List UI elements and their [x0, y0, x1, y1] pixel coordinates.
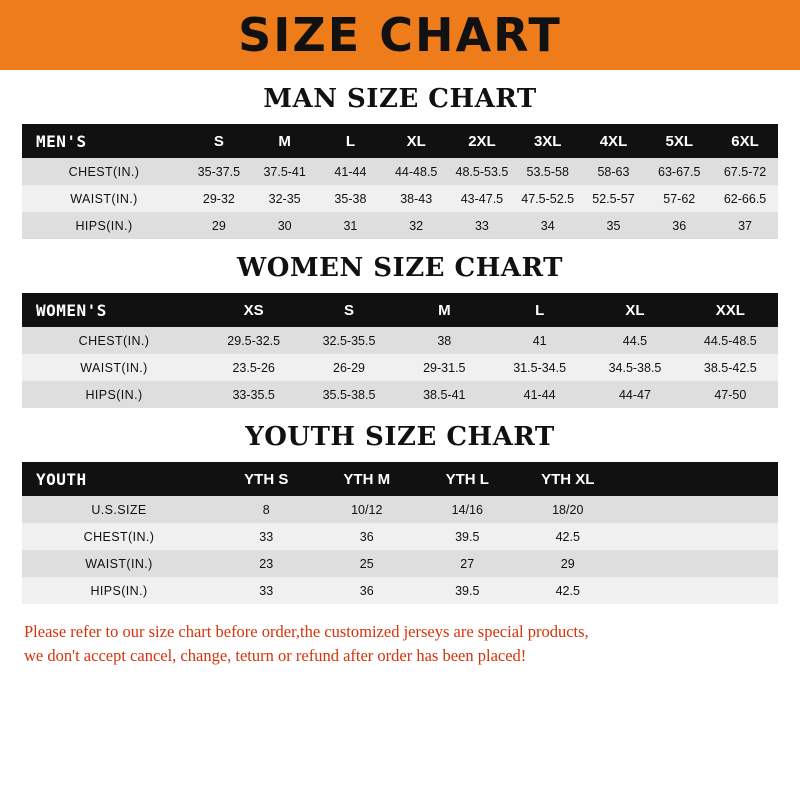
- youth-hips-spacer: [618, 577, 778, 604]
- table-row: [22, 550, 778, 577]
- men-waist-label: WAIST(IN.): [22, 185, 186, 212]
- youth-section-title: YOUTH SIZE CHART: [245, 422, 555, 452]
- youth-ussize-l: 14/16: [417, 496, 518, 523]
- men-header-row: [22, 124, 778, 158]
- women-hips-xxl: 47-50: [683, 381, 778, 408]
- men-hips-4xl: 35: [581, 212, 647, 239]
- men-waist-l: 35-38: [318, 185, 384, 212]
- men-waist-m: 32-35: [252, 185, 318, 212]
- men-col-6xl: 6XL: [712, 124, 778, 158]
- youth-waist-label: WAIST(IN.): [22, 550, 216, 577]
- men-size-section: [0, 84, 800, 239]
- women-waist-l: 31.5-34.5: [492, 354, 587, 381]
- youth-hips-s: 33: [216, 577, 317, 604]
- table-row: [22, 327, 778, 354]
- youth-chest-xl: 42.5: [518, 523, 619, 550]
- women-waist-xs: 23.5-26: [206, 354, 301, 381]
- men-hips-label: HIPS(IN.): [22, 212, 186, 239]
- men-hips-s: 29: [186, 212, 252, 239]
- women-table-head: [22, 293, 778, 327]
- youth-waist-spacer: [618, 550, 778, 577]
- women-chest-xl: 44.5: [587, 327, 682, 354]
- women-header-row: [22, 293, 778, 327]
- women-col-xl: XL: [587, 293, 682, 327]
- women-waist-xl: 34.5-38.5: [587, 354, 682, 381]
- men-section-title: MAN SIZE CHART: [263, 84, 537, 114]
- men-waist-4xl: 52.5-57: [581, 185, 647, 212]
- men-col-m: M: [252, 124, 318, 158]
- table-row: [22, 158, 778, 185]
- youth-chest-l: 39.5: [417, 523, 518, 550]
- women-chest-label: CHEST(IN.): [22, 327, 206, 354]
- men-hips-6xl: 37: [712, 212, 778, 239]
- men-chest-label: CHEST(IN.): [22, 158, 186, 185]
- youth-col-l: YTH L: [417, 462, 518, 496]
- women-hips-l: 41-44: [492, 381, 587, 408]
- men-col-s: S: [186, 124, 252, 158]
- footer-note-line1: Please refer to our size chart before order,the customized jerseys are special products,: [24, 622, 589, 641]
- women-chest-m: 38: [397, 327, 492, 354]
- men-hips-l: 31: [318, 212, 384, 239]
- men-waist-6xl: 62-66.5: [712, 185, 778, 212]
- men-table-body: [22, 158, 778, 239]
- youth-size-section: [0, 422, 800, 604]
- women-col-s: S: [301, 293, 396, 327]
- youth-chest-label: CHEST(IN.): [22, 523, 216, 550]
- page-title: SIZE CHART: [238, 8, 562, 62]
- women-section-title: WOMEN SIZE CHART: [237, 253, 563, 283]
- youth-waist-l: 27: [417, 550, 518, 577]
- women-col-xs: XS: [206, 293, 301, 327]
- table-row: [22, 354, 778, 381]
- men-hips-5xl: 36: [646, 212, 712, 239]
- men-col-3xl: 3XL: [515, 124, 581, 158]
- women-chest-s: 32.5-35.5: [301, 327, 396, 354]
- women-waist-m: 29-31.5: [397, 354, 492, 381]
- men-col-l: L: [318, 124, 384, 158]
- women-hips-m: 38.5-41: [397, 381, 492, 408]
- men-chest-3xl: 53.5-58: [515, 158, 581, 185]
- youth-col-s: YTH S: [216, 462, 317, 496]
- women-col-m: M: [397, 293, 492, 327]
- table-row: [22, 381, 778, 408]
- men-waist-xl: 38-43: [383, 185, 449, 212]
- men-hips-xl: 32: [383, 212, 449, 239]
- youth-size-table: [22, 462, 778, 604]
- youth-chest-s: 33: [216, 523, 317, 550]
- youth-table-head: [22, 462, 778, 496]
- women-hips-label: HIPS(IN.): [22, 381, 206, 408]
- youth-ussize-spacer: [618, 496, 778, 523]
- men-hips-3xl: 34: [515, 212, 581, 239]
- men-chest-2xl: 48.5-53.5: [449, 158, 515, 185]
- women-waist-label: WAIST(IN.): [22, 354, 206, 381]
- men-table-head: [22, 124, 778, 158]
- youth-hips-xl: 42.5: [518, 577, 619, 604]
- table-row: [22, 212, 778, 239]
- men-col-5xl: 5XL: [646, 124, 712, 158]
- men-hips-2xl: 33: [449, 212, 515, 239]
- youth-header-row: [22, 462, 778, 496]
- men-col-xl: XL: [383, 124, 449, 158]
- men-hips-m: 30: [252, 212, 318, 239]
- youth-table-body: [22, 496, 778, 604]
- youth-hips-m: 36: [317, 577, 418, 604]
- women-chest-xxl: 44.5-48.5: [683, 327, 778, 354]
- youth-waist-xl: 29: [518, 550, 619, 577]
- women-chest-xs: 29.5-32.5: [206, 327, 301, 354]
- women-hips-xs: 33-35.5: [206, 381, 301, 408]
- women-waist-xxl: 38.5-42.5: [683, 354, 778, 381]
- men-col-4xl: 4XL: [581, 124, 647, 158]
- table-row: [22, 577, 778, 604]
- women-chest-l: 41: [492, 327, 587, 354]
- youth-waist-s: 23: [216, 550, 317, 577]
- youth-waist-m: 25: [317, 550, 418, 577]
- table-row: [22, 496, 778, 523]
- men-chest-s: 35-37.5: [186, 158, 252, 185]
- women-size-table: [22, 293, 778, 408]
- youth-chest-spacer: [618, 523, 778, 550]
- men-chest-5xl: 63-67.5: [646, 158, 712, 185]
- men-chest-m: 37.5-41: [252, 158, 318, 185]
- youth-col-xl: YTH XL: [518, 462, 619, 496]
- women-table-body: [22, 327, 778, 408]
- table-row: [22, 523, 778, 550]
- women-col-l: L: [492, 293, 587, 327]
- women-size-section: [0, 253, 800, 408]
- women-waist-s: 26-29: [301, 354, 396, 381]
- youth-ussize-xl: 18/20: [518, 496, 619, 523]
- youth-col-spacer: [618, 462, 778, 496]
- men-chest-6xl: 67.5-72: [712, 158, 778, 185]
- women-row-header: WOMEN'S: [22, 293, 206, 327]
- men-waist-s: 29-32: [186, 185, 252, 212]
- youth-chest-m: 36: [317, 523, 418, 550]
- men-waist-3xl: 47.5-52.5: [515, 185, 581, 212]
- page-banner: [0, 0, 800, 70]
- men-waist-5xl: 57-62: [646, 185, 712, 212]
- men-col-2xl: 2XL: [449, 124, 515, 158]
- women-hips-xl: 44-47: [587, 381, 682, 408]
- men-chest-4xl: 58-63: [581, 158, 647, 185]
- youth-ussize-m: 10/12: [317, 496, 418, 523]
- youth-ussize-label: U.S.SIZE: [22, 496, 216, 523]
- men-chest-xl: 44-48.5: [383, 158, 449, 185]
- women-hips-s: 35.5-38.5: [301, 381, 396, 408]
- youth-hips-l: 39.5: [417, 577, 518, 604]
- table-row: [22, 185, 778, 212]
- youth-hips-label: HIPS(IN.): [22, 577, 216, 604]
- men-waist-2xl: 43-47.5: [449, 185, 515, 212]
- men-chest-l: 41-44: [318, 158, 384, 185]
- youth-row-header: YOUTH: [22, 462, 216, 496]
- footer-note: [0, 610, 800, 668]
- men-size-table: [22, 124, 778, 239]
- men-row-header: MEN'S: [22, 124, 186, 158]
- youth-col-m: YTH M: [317, 462, 418, 496]
- youth-ussize-s: 8: [216, 496, 317, 523]
- footer-note-line2: we don't accept cancel, change, teturn or refund after order has been placed!: [24, 645, 527, 665]
- women-col-xxl: XXL: [683, 293, 778, 327]
